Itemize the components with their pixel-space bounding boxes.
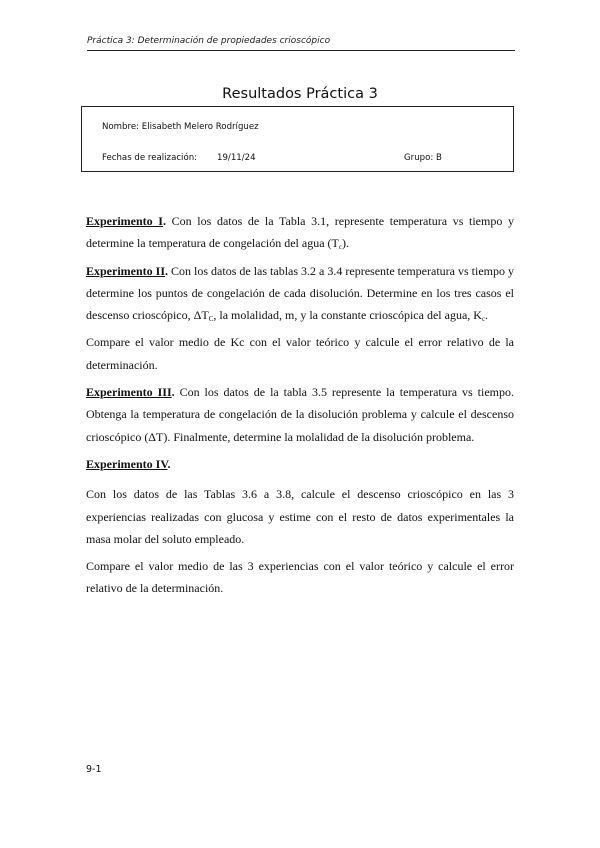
info-box bbox=[81, 106, 514, 172]
experiment-4-paragraph: Experimento IV. bbox=[86, 456, 171, 471]
final-compare-paragraph: Compare el valor medio de las 3 experiencias con el valor teórico y calcule el error relativo de la determinación. bbox=[86, 559, 514, 596]
page-number: 9-1 bbox=[86, 764, 102, 775]
experiment-3-paragraph: Experimento III. Con los datos de la tabla 3.5 represente la temperatura vs tiempo. Obtenga la temperatura de congelación de la disolución problema y calcule el descenso crioscópico (ΔT). Finalmente, determine la molalidad de la disolución problema. bbox=[86, 385, 514, 444]
experiment-4-heading: Experimento IV bbox=[86, 456, 168, 471]
experiment-2-heading: Experimento II bbox=[86, 263, 166, 278]
experiment-3-heading: Experimento III bbox=[86, 385, 172, 400]
page-title: Resultados Práctica 3 bbox=[222, 86, 378, 102]
experiment-2-paragraph: Experimento II. Con los datos de las tablas 3.2 a 3.4 represente temperatura vs tiempo y determine los puntos de congelación de cada disolución. Determine en los tres casos el descenso crioscópico, $\Delta T_C$, la molalidad, m, y la constante crioscópica del agua, $K_c$. bbox=[86, 263, 514, 324]
running-header: Práctica 3: Determinación de propiedades crioscópico bbox=[87, 36, 515, 51]
kc-compare-paragraph: Compare el valor medio de Kc con el valor teórico y calcule el error relativo de la determinación. bbox=[86, 335, 514, 372]
experiment-1-paragraph: Experimento I. Con los datos de la Tabla 3.1, represente temperatura vs tiempo y determine la temperatura de congelación del agua $(T_c)$. bbox=[86, 214, 514, 252]
dates-label: Fechas de realización: bbox=[102, 153, 198, 163]
student-name: Nombre: Elisabeth Melero Rodríguez bbox=[102, 122, 259, 132]
instructions-body bbox=[86, 210, 514, 605]
tablas-paragraph: Con los datos de las Tablas 3.6 a 3.8, calcule el descenso crioscópico en las 3 experiencias realizadas con glucosa y estime con el resto de datos experimentales la masa molar del soluto empleado. bbox=[86, 487, 514, 546]
experiment-1-heading: Experimento I bbox=[86, 214, 163, 228]
group-label: Grupo: B bbox=[404, 153, 442, 163]
dates-value: 19/11/24 bbox=[217, 153, 256, 163]
